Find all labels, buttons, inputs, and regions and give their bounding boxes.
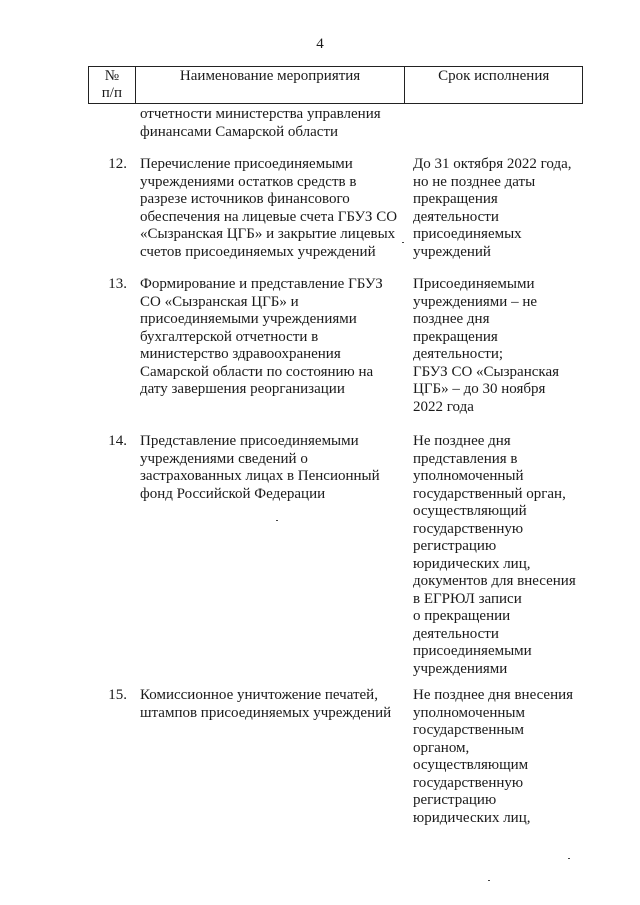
text-line: юридических лиц, bbox=[413, 809, 531, 826]
text-line: отчетности министерства управления bbox=[140, 106, 381, 122]
row-term-cell bbox=[413, 433, 593, 678]
row-name-cell bbox=[140, 433, 405, 503]
text-line: Перечисление присоединяемыми bbox=[140, 156, 353, 172]
text-line: ГБУЗ СО «Сызранская bbox=[413, 363, 560, 380]
scan-speck bbox=[276, 520, 278, 521]
header-col-number bbox=[89, 67, 136, 104]
text-line: Формирование и представление ГБУЗ bbox=[140, 276, 383, 292]
text-line: документов для внесения bbox=[413, 573, 576, 589]
row-number: 14. bbox=[108, 433, 127, 449]
text-line: органом, bbox=[413, 739, 470, 756]
text-line: учреждениями – не bbox=[413, 293, 538, 310]
text-line: деятельности bbox=[413, 625, 499, 642]
row-term-cell bbox=[413, 156, 593, 261]
text-line: учреждениями bbox=[413, 660, 508, 677]
text-line: позднее дня bbox=[413, 311, 490, 327]
text-line: 2022 года bbox=[413, 398, 474, 415]
text-line: СО «Сызранская ЦГБ» и bbox=[140, 293, 299, 310]
text-line: финансами Самарской области bbox=[140, 123, 339, 140]
text-line: государственным bbox=[413, 722, 524, 738]
text-line: уполномоченным bbox=[413, 704, 525, 721]
text-line: застрахованных лицах в Пенсионный bbox=[140, 468, 380, 484]
text-line: До 31 октября 2022 года, bbox=[413, 156, 572, 172]
row-name-cell bbox=[140, 276, 405, 399]
text-line: но не позднее даты bbox=[413, 173, 536, 190]
text-line: Не позднее дня внесения bbox=[413, 687, 574, 703]
row-term-cell bbox=[413, 687, 593, 827]
text-line: счетов присоединяемых учреждений bbox=[140, 243, 376, 260]
text-line: о прекращении bbox=[413, 608, 511, 624]
text-line: дату завершения реорганизации bbox=[140, 381, 345, 397]
text-line: государственный орган, bbox=[413, 485, 566, 502]
text-line: уполномоченный bbox=[413, 468, 524, 484]
text-line: бухгалтерской отчетности в bbox=[140, 328, 319, 345]
text-line: присоединяемыми учреждениями bbox=[140, 311, 357, 327]
text-line: представления в bbox=[413, 450, 518, 467]
row-number: 13. bbox=[108, 276, 127, 292]
text-line: прекращения bbox=[413, 328, 498, 345]
row-number: 15. bbox=[108, 687, 127, 703]
row-number: 12. bbox=[108, 156, 127, 172]
text-line: «Сызранская ЦГБ» и закрытие лицевых bbox=[140, 226, 396, 242]
text-line: фонд Российской Федерации bbox=[140, 485, 326, 502]
header-col-term: Срок исполнения bbox=[405, 67, 583, 104]
text-line: прекращения bbox=[413, 191, 498, 207]
text-line: присоединяемыми bbox=[413, 643, 532, 659]
text-line: присоединяемых bbox=[413, 226, 522, 242]
row-name-cell bbox=[140, 687, 405, 722]
text-line: Не позднее дня bbox=[413, 433, 511, 449]
text-line: деятельности; bbox=[413, 346, 504, 362]
table-header bbox=[88, 66, 583, 104]
text-line: обеспечения на лицевые счета ГБУЗ СО bbox=[140, 208, 398, 225]
text-line: регистрацию bbox=[413, 538, 497, 554]
text-line: учреждений bbox=[413, 243, 491, 260]
header-col-number-line: № bbox=[104, 68, 120, 84]
text-line: регистрацию bbox=[413, 792, 497, 808]
text-line: в ЕГРЮЛ записи bbox=[413, 590, 522, 607]
text-line: деятельности bbox=[413, 208, 499, 225]
text-line: осуществляющим bbox=[413, 757, 529, 773]
scan-speck bbox=[568, 858, 570, 859]
row-name-cell bbox=[140, 106, 405, 141]
row-name-cell bbox=[140, 156, 405, 261]
text-line: Присоединяемыми bbox=[413, 276, 535, 292]
text-line: Представление присоединяемыми bbox=[140, 433, 359, 449]
text-line: государственную bbox=[413, 520, 524, 537]
text-line: ЦГБ» – до 30 ноября bbox=[413, 381, 546, 397]
scan-speck bbox=[402, 242, 404, 243]
text-line: штампов присоединяемых учреждений bbox=[140, 704, 392, 721]
header-col-number-line: п/п bbox=[101, 85, 123, 101]
text-line: учреждениями остатков средств в bbox=[140, 173, 357, 190]
text-line: государственную bbox=[413, 774, 524, 791]
text-line: осуществляющий bbox=[413, 503, 527, 519]
text-line: юридических лиц, bbox=[413, 555, 531, 572]
text-line: Комиссионное уничтожение печатей, bbox=[140, 687, 378, 703]
text-line: учреждениями сведений о bbox=[140, 450, 308, 467]
text-line: разрезе источников финансового bbox=[140, 191, 350, 207]
page-number: 4 bbox=[316, 36, 324, 52]
row-term-cell bbox=[413, 276, 593, 416]
text-line: Самарской области по состоянию на bbox=[140, 363, 374, 380]
scan-speck bbox=[488, 880, 490, 881]
text-line: министерство здравоохранения bbox=[140, 346, 341, 362]
header-col-name: Наименование мероприятия bbox=[135, 67, 405, 104]
